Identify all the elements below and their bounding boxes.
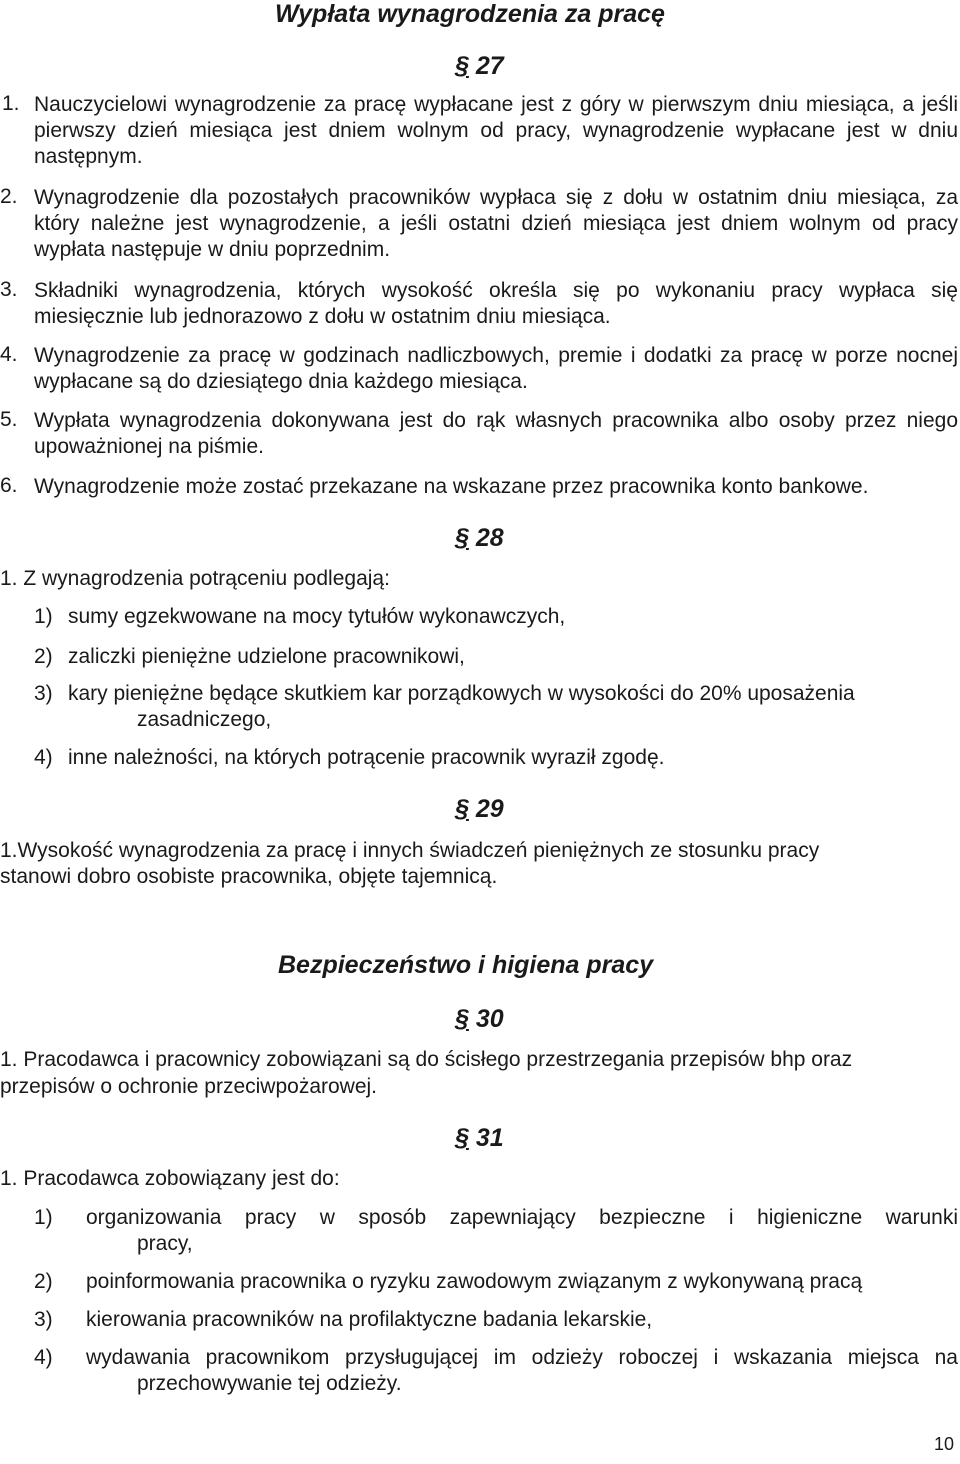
item-text: Wynagrodzenie może zostać przekazane na wskazane przez pracownika konto bankowe. xyxy=(34,475,869,498)
item-text: Wynagrodzenie dla pozostałych pracowników wypłaca się z dołu w ostatnim dniu miesiąca, za który należne jest wynagrodzenie, a jeśli ostatni dzień miesiąca jest dniem wolnym od pracy wypłata następuje w dniu poprzednim. xyxy=(34,186,958,261)
item-text: Składniki wynagrodzenia, których wysokość określa się po wykonaniu pracy wypłaca się miesięcznie lub jednorazowo z dołu w ostatnim dniu miesiąca. xyxy=(34,279,958,328)
list-item-text-continued: pracy, xyxy=(137,1232,193,1255)
item-number: 6. xyxy=(0,474,18,497)
item-number: 5. xyxy=(0,408,18,431)
section-symbol: § xyxy=(455,795,469,823)
section-29-text-line1: 1.Wysokość wynagrodzenia za pracę i innych świadczeń pieniężnych ze stosunku pracy xyxy=(0,839,820,862)
section-heading: Bezpieczeństwo i higiena pracy xyxy=(278,951,654,979)
item-number: 3. xyxy=(0,278,18,301)
page-title: Wypłata wynagrodzenia za pracę xyxy=(275,0,665,28)
section-30-text-line1: 1. Pracodawca i pracownicy zobowiązani są do ścisłego przestrzegania przepisów bhp oraz xyxy=(0,1048,853,1071)
list-item-number: 4) xyxy=(34,1346,53,1369)
list-item-number: 2) xyxy=(34,645,53,668)
item-number: 1. xyxy=(2,92,20,115)
section-30-heading xyxy=(455,1005,504,1034)
list-item-text: organizowania pracy w sposób zapewniający bezpieczne i higieniczne warunki xyxy=(86,1206,958,1229)
list-item-text: zaliczki pieniężne udzielone pracownikowi, xyxy=(68,645,465,668)
section-number: 30 xyxy=(475,1005,504,1033)
section-number: 27 xyxy=(475,52,504,80)
list-item-text: sumy egzekwowane na mocy tytułów wykonawczych, xyxy=(68,605,566,628)
list-item-number: 3) xyxy=(34,682,53,705)
section-29-text-line2: stanowi dobro osobiste pracownika, objęte tajemnicą. xyxy=(0,865,498,888)
list-item-text: wydawania pracownikom przysługującej im odzieży roboczej i wskazania miejsca na xyxy=(86,1346,958,1369)
section-28-heading xyxy=(455,524,504,553)
item-number: 4. xyxy=(0,343,18,366)
section-number: 31 xyxy=(475,1124,504,1152)
paragraph-27-1 xyxy=(0,92,958,170)
item-text: Nauczycielowi wynagrodzenie za pracę wypłacane jest z góry w pierwszym dniu miesiąca, a jeśli pierwszy dzień miesiąca jest dniem wolnym od pracy, wynagrodzenie wypłacane jest w dniu następnym. xyxy=(34,93,958,168)
section-symbol: § xyxy=(455,1124,469,1152)
item-text: Wynagrodzenie za pracę w godzinach nadliczbowych, premie i dodatki za pracę w porze nocnej wypłacane są do dziesiątego dnia każdego miesiąca. xyxy=(34,344,958,393)
list-item-text-continued: zasadniczego, xyxy=(137,708,272,731)
section-31-intro: 1. Pracodawca zobowiązany jest do: xyxy=(0,1167,340,1190)
section-number: 28 xyxy=(475,524,504,552)
section-31-heading xyxy=(455,1124,504,1153)
list-item-number: 4) xyxy=(34,746,53,769)
list-item-number: 3) xyxy=(34,1308,53,1331)
list-item-text: inne należności, na których potrącenie pracownik wyraził zgodę. xyxy=(68,746,665,769)
item-number: 2. xyxy=(0,185,18,208)
section-symbol: § xyxy=(455,524,469,552)
list-item-text-continued: przechowywanie tej odzieży. xyxy=(137,1372,402,1395)
section-number: 29 xyxy=(475,795,504,823)
section-29-heading xyxy=(455,795,504,824)
section-symbol: § xyxy=(455,52,469,80)
page-number: 10 xyxy=(934,1434,955,1454)
section-30-text-line2: przepisów o ochronie przeciwpożarowej. xyxy=(0,1075,378,1098)
section-27-heading xyxy=(455,52,504,81)
item-text: Wypłata wynagrodzenia dokonywana jest do rąk własnych pracownika albo osoby przez niego upoważnionej na piśmie. xyxy=(34,409,958,458)
section-symbol: § xyxy=(455,1005,469,1033)
section-28-intro: 1. Z wynagrodzenia potrąceniu podlegają: xyxy=(0,567,390,590)
list-item-text: poinformowania pracownika o ryzyku zawodowym związanym z wykonywaną pracą xyxy=(86,1270,863,1293)
list-item-text: kary pieniężne będące skutkiem kar porządkowych w wysokości do 20% uposażenia xyxy=(68,682,855,705)
list-item-number: 1) xyxy=(34,1206,53,1229)
list-item-text: kierowania pracowników na profilaktyczne badania lekarskie, xyxy=(86,1308,653,1331)
list-item-number: 2) xyxy=(34,1270,53,1293)
list-item-number: 1) xyxy=(34,605,53,628)
